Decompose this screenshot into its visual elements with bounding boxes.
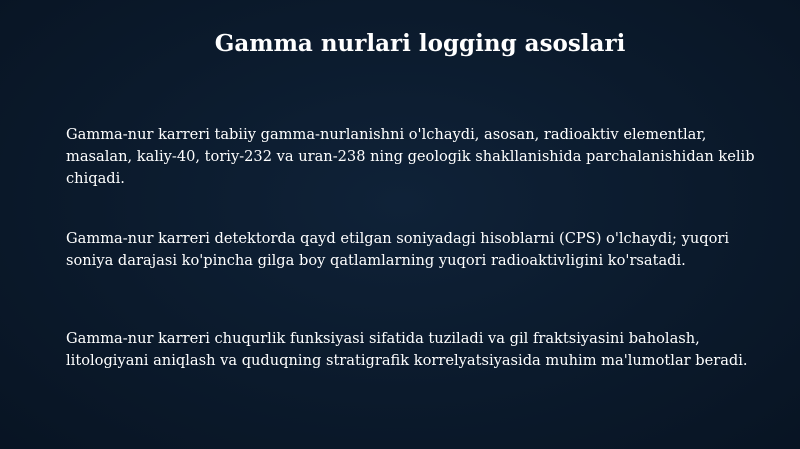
paragraph-3: Gamma-nur karreri chuqurlik funksiyasi sifatida tuziladi va gil fraktsiyasini baholash, litologiyani aniqlash va quduqning stratigrafik korrelyatsiyasida muhim ma'lumotlar beradi. <box>66 330 748 369</box>
paragraph-2: Gamma-nur karreri detektorda qayd etilgan soniyadagi hisoblarni (CPS) o'lchaydi; yuqori soniya darajasi ko'pincha gilga boy qatlamlarning yuqori radioaktivligini ko'rsatadi. <box>66 230 729 269</box>
slide-title: Gamma nurlari logging asoslari <box>214 30 626 57</box>
paragraph-1: Gamma-nur karreri tabiiy gamma-nurlanishni o'lchaydi, asosan, radioaktiv elementlar, masalan, kaliy-40, toriy-232 va uran-238 ning geologik shakllanishida parchalanishidan kelib chiqadi. <box>66 126 755 187</box>
